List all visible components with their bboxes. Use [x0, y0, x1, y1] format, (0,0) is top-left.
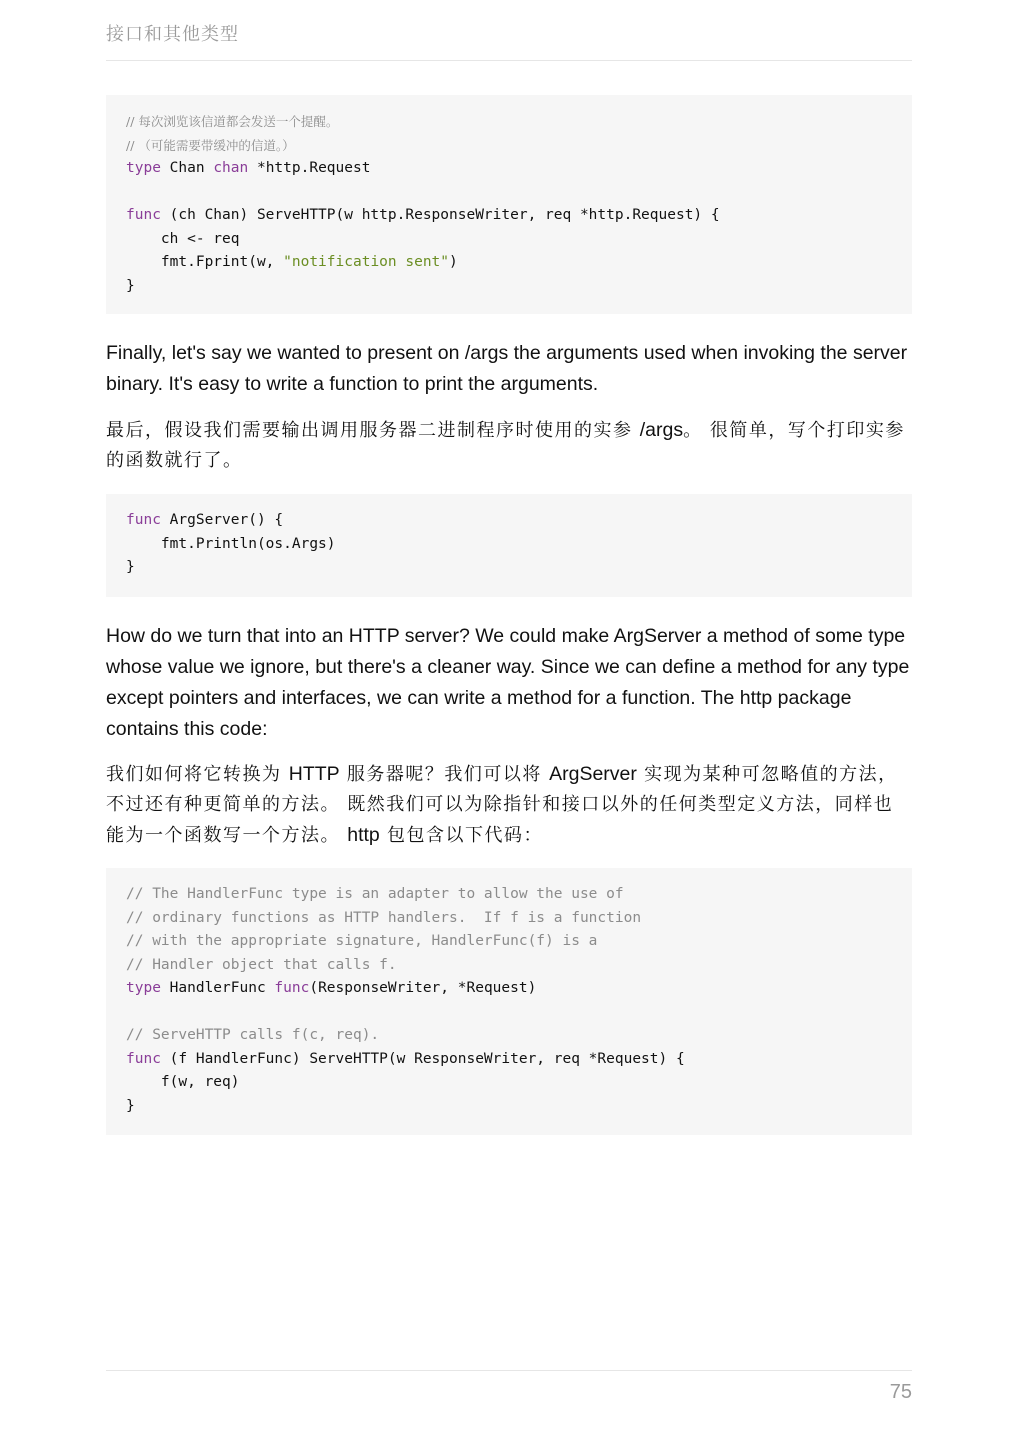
code-comment: // with the appropriate signature, HandlerFunc(f) is a	[126, 933, 598, 949]
code-comment: // ordinary functions as HTTP handlers. If f is a function	[126, 909, 642, 926]
code-block-argserver	[106, 494, 912, 597]
code-keyword: type	[126, 160, 161, 176]
code-line-blank	[126, 1001, 892, 1025]
code-text: (f HandlerFunc) ServeHTTP(w ResponseWriter, req *Request) {	[160, 1050, 685, 1067]
page-number: 75	[889, 1381, 912, 1403]
code-keyword: chan	[213, 160, 249, 176]
code-text: HandlerFunc	[160, 980, 275, 996]
cn-text: 最后，假设我们需要输出调用服务器二进制程序时使用的实参	[106, 420, 640, 441]
code-comment: // ServeHTTP calls f(c, req).	[126, 1027, 380, 1043]
code-text: (ResponseWriter, *Request)	[309, 980, 537, 996]
code-text: (ch Chan) ServeHTTP(w http.ResponseWriter, req *http.Request) {	[160, 207, 720, 223]
code-keyword: func	[274, 980, 310, 996]
code-string: "notification sent"	[283, 254, 450, 270]
code-line	[126, 251, 892, 275]
paragraph-chinese-2	[106, 759, 912, 851]
inline-latin: ArgServer	[549, 763, 637, 785]
code-text: ArgServer() {	[160, 512, 284, 528]
code-line: }	[126, 277, 135, 294]
code-line: }	[126, 559, 135, 575]
code-line	[126, 157, 892, 181]
code-comment: // The HandlerFunc type is an adapter to allow the use of	[126, 886, 624, 902]
code-line: ch <- req	[126, 230, 240, 247]
code-line	[126, 110, 892, 134]
code-text: fmt.Fprint(w,	[126, 254, 284, 270]
code-line	[126, 509, 892, 533]
code-keyword: type	[126, 980, 161, 996]
code-text: Chan	[160, 160, 214, 176]
code-line	[126, 977, 892, 1001]
code-line	[126, 1048, 892, 1072]
inline-latin: HTTP	[288, 763, 340, 785]
inline-latin: http	[347, 824, 380, 846]
code-line: f(w, req)	[126, 1074, 240, 1090]
code-comment: // （可能需要带缓冲的信道。）	[126, 137, 295, 153]
code-comment: // Handler object that calls f.	[126, 956, 397, 973]
paragraph-english-2: How do we turn that into an HTTP server? We could make ArgServer a method of some type whose value we ignore, but there's a cleaner way. Since we can define a method for any type except pointers and interfaces, we can write a method for a function. The http package contains this code:	[106, 625, 910, 740]
code-text: )	[449, 254, 458, 270]
code-text: *http.Request	[248, 160, 371, 176]
code-line	[126, 204, 892, 228]
code-keyword: func	[126, 512, 161, 528]
cn-text: 我们如何将它转换为	[106, 764, 289, 785]
code-line	[126, 134, 892, 158]
paragraph-english-1: Finally, let's say we wanted to present on /args the arguments used when invoking the server binary. It's easy to write a function to print the arguments.	[106, 342, 908, 395]
cn-text: 。 很简单，写个打印实参的函数就行了。	[106, 420, 905, 471]
page-footer-rule	[106, 1370, 912, 1371]
cn-text: 实现为某种可忽略值的方法，不过还有种更简单的方法。 既然我们可以为除指针和接口以外的任何类型定义方法，同样也能为一个函数写一个方法。	[106, 764, 898, 846]
code-comment: // 每次浏览该信道都会发送一个提醒。	[126, 114, 339, 129]
code-block-handlerfunc	[106, 868, 912, 1135]
cn-text: 包包含以下代码：	[379, 825, 543, 846]
code-line-blank	[126, 181, 892, 205]
inline-latin: /args	[639, 419, 684, 441]
code-keyword: func	[126, 207, 161, 223]
code-line: fmt.Println(os.Args)	[126, 535, 336, 552]
chapter-title: 接口和其他类型	[106, 24, 239, 45]
page-header	[106, 22, 912, 61]
code-block-channel	[106, 95, 912, 314]
paragraph-chinese-1	[106, 415, 912, 476]
code-line: }	[126, 1097, 135, 1114]
cn-text: 服务器呢？我们可以将	[339, 764, 550, 785]
code-keyword: func	[126, 1050, 161, 1067]
